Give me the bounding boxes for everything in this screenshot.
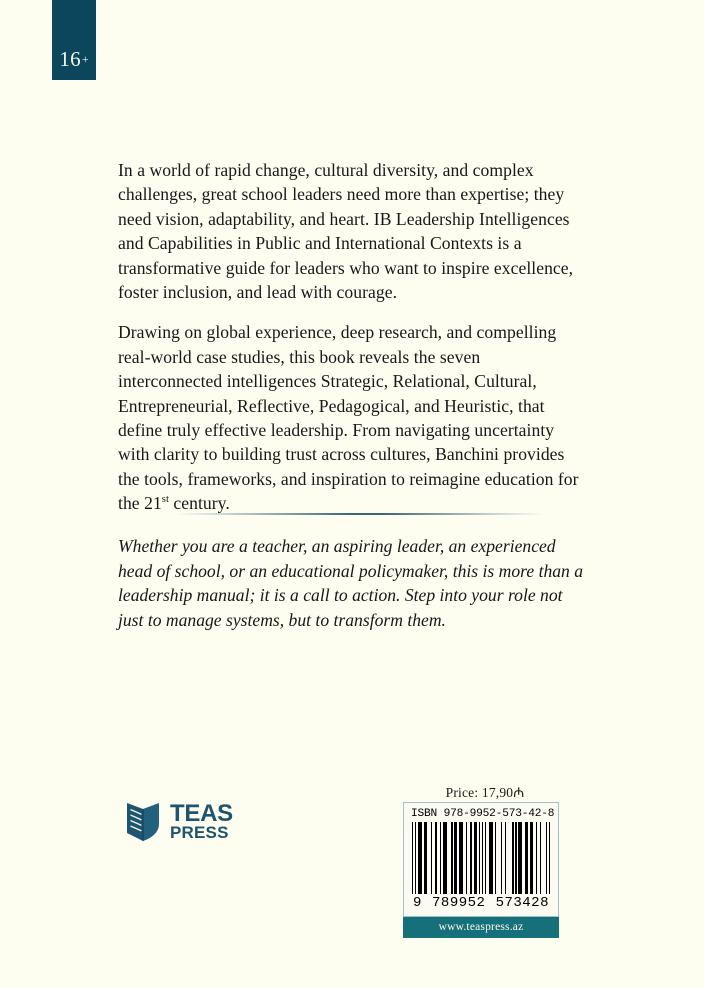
age-rating-number: 16 xyxy=(59,47,81,71)
age-rating-badge xyxy=(52,0,96,80)
isbn-text: ISBN 978-9952-573-42-8 xyxy=(411,808,555,820)
barcode-block xyxy=(403,802,559,938)
blurb-paragraph-2-main: Drawing on global experience, deep research, and compelling real-world case studies, this book reveals the seven interconnected intelligences Strategic, Relational, Cultural, Entrepreneurial, Reflective, Pedagogical, and Heuristic, that define truly effective leadership. From navigating uncertainty with clarity to building trust across cultures, Banchini provides the tools, frameworks, and inspiration to reimagine education for the 21 xyxy=(118,322,579,514)
barcode-card xyxy=(403,802,559,917)
ean-digit-left: 9 xyxy=(413,895,422,911)
pullquote-block xyxy=(118,534,588,632)
publisher-logo xyxy=(124,800,233,844)
ean-group-2: 573428 xyxy=(495,895,549,911)
price-label: Price: 17,90₼ xyxy=(445,785,525,800)
blurb-text xyxy=(118,158,586,516)
blurb-paragraph-1: In a world of rapid change, cultural diversity, and complex challenges, great school leaders need more than expertise; they need vision, adaptability, and heart. IB Leadership Intelligences and Capabilities in Public and International Contexts is a transformative guide for leaders who want to inspire excellence, foster inclusion, and lead with courage. xyxy=(118,160,574,303)
pullquote-text: Whether you are a teacher, an aspiring leader, an experienced head of school, or an educational policymaker, this is more than a leadership manual; it is a call to action. Step into your role not just to manage systems, but to transform them. xyxy=(118,536,584,630)
publisher-website: www.teaspress.az xyxy=(403,917,559,938)
ordinal-suffix: st xyxy=(161,494,169,506)
section-divider xyxy=(176,513,544,515)
publisher-wordmark xyxy=(170,799,233,843)
publisher-name-line-2: PRESS xyxy=(170,823,229,843)
publisher-name-line-1: TEAS xyxy=(170,799,233,827)
age-rating-plus: + xyxy=(81,52,89,66)
book-shield-icon xyxy=(124,800,162,844)
blurb-paragraph-2-tail: century. xyxy=(168,493,230,514)
barcode-bars xyxy=(412,822,550,894)
blurb-paragraph-2 xyxy=(118,320,586,515)
ean-digits xyxy=(411,894,551,913)
ean-group-1: 789952 xyxy=(432,895,486,911)
